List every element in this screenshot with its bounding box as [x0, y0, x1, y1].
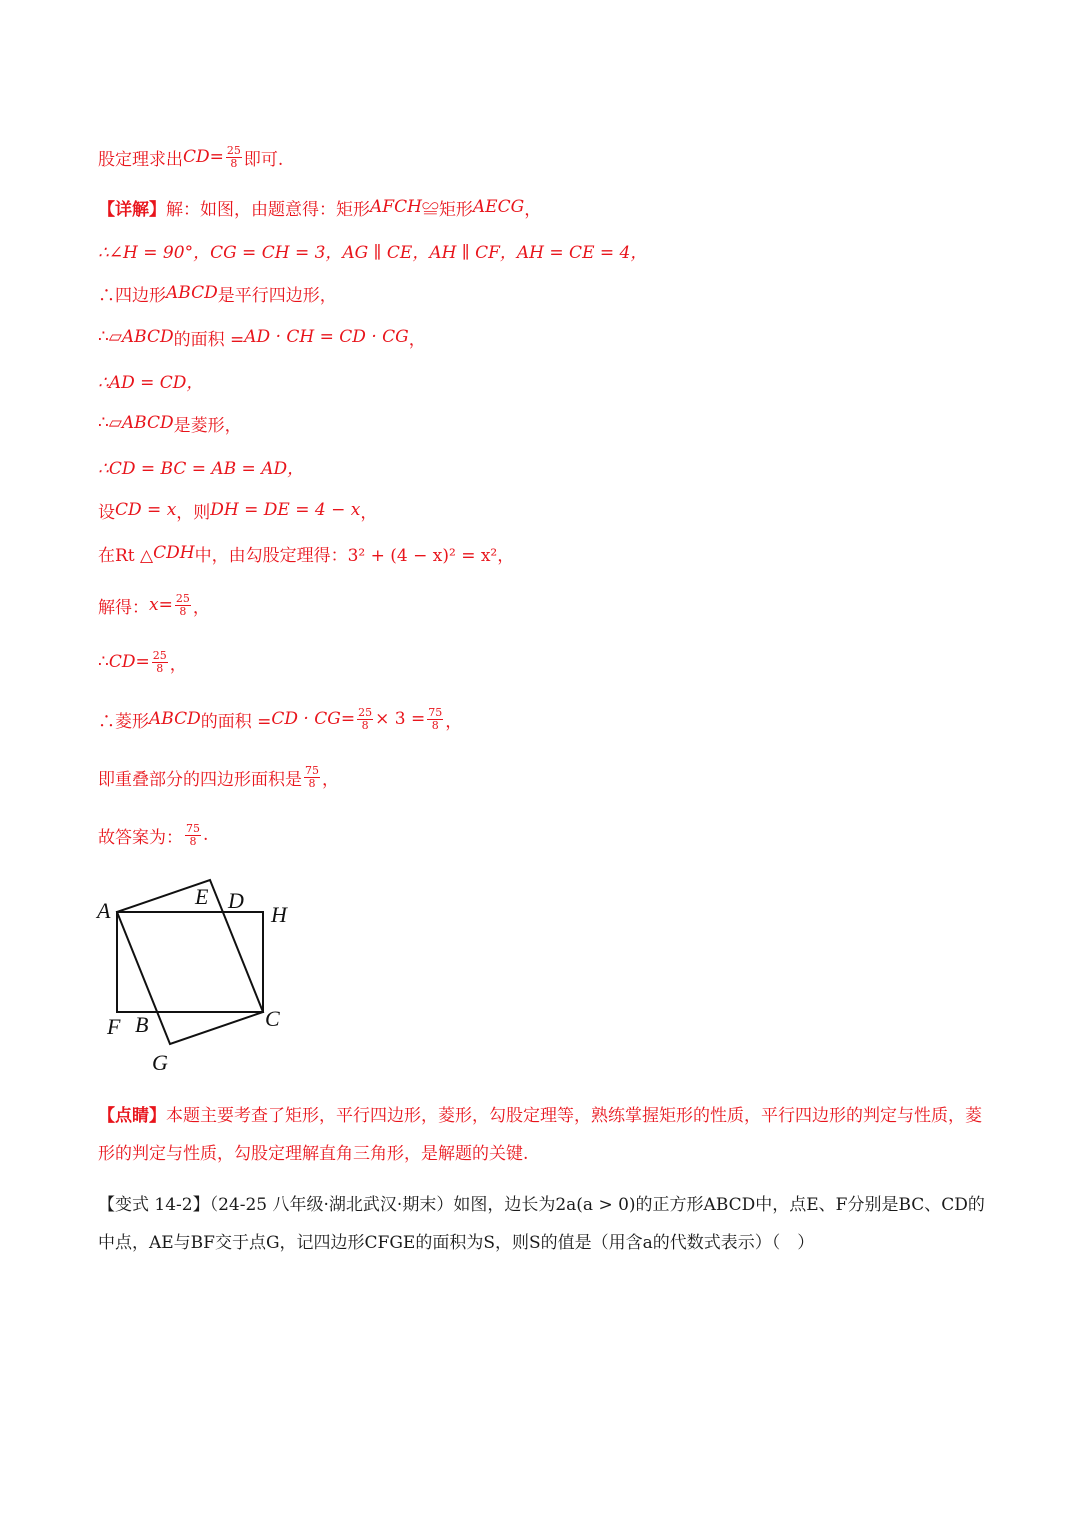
solution-line-10: 解得： x = $\frac{25}{8}$ ，	[98, 591, 210, 618]
solution-line-8: 设 CD = x ，则 DH = DE = 4 − x ，	[98, 500, 378, 523]
fraction: $\frac{25}{8}$	[152, 648, 167, 675]
key-point-paragraph: 【点睛】本题主要考查了矩形，平行四边形，菱形，勾股定理等，熟练掌握矩形的性质，平行四边形的判定与性质，菱形的判定与性质，勾股定理解直角三角形，是解题的关键.	[98, 1106, 982, 1164]
solution-line-12: ∴菱形 ABCD 的面积 = CD · CG = $\frac{25}{8}$ × 3 = $\frac{75}{8}$ ，	[98, 705, 463, 732]
problem-tag: 【变式 14-2】	[98, 1195, 210, 1215]
detail-tag: 【详解】	[98, 199, 166, 220]
label-f: F	[107, 1014, 121, 1039]
fraction: $\frac{25}{8}$	[226, 143, 241, 170]
label-b: B	[135, 1012, 149, 1037]
problem-text: 如图，边长为2a(a > 0)的正方形ABCD中，点E、F分别是BC、CD的中点，AE与BF交于点G，记四边形CFGE的面积为S，则S的值是（用含a的代数式表示）（ ）	[98, 1195, 985, 1253]
key-point-tag: 【点睛】	[98, 1106, 166, 1126]
solution-line-0: 股定理求出 CD = $\frac{25}{8}$ 即可.	[98, 143, 284, 170]
fraction: $\frac{75}{8}$	[428, 705, 443, 732]
solution-line-6: ∴▱ ABCD 是菱形，	[98, 413, 242, 436]
solution-line-9: 在Rt △ CDH 中，由勾股定理得：3² + (4 − x)² = x²，	[98, 543, 515, 566]
label-a: A	[97, 898, 111, 923]
geometry-figure	[95, 872, 325, 1077]
fraction: $\frac{75}{8}$	[186, 821, 200, 848]
solution-line-11: ∴ CD = $\frac{25}{8}$ ，	[98, 648, 187, 675]
solution-line-4: ∴▱ ABCD 的面积 = AD · CH = CD · CG ，	[98, 327, 426, 350]
rectangle-afch	[117, 912, 263, 1012]
solution-line-13: 即重叠部分的四边形面积是 $\frac{75}{8}$ ，	[98, 763, 339, 790]
fraction: $\frac{75}{8}$	[305, 763, 319, 790]
label-g: G	[152, 1050, 168, 1075]
next-problem-paragraph	[98, 1186, 998, 1262]
solution-line-14: 故答案为： $\frac{75}{8}$ .	[98, 821, 209, 848]
fraction: $\frac{25}{8}$	[175, 591, 190, 618]
solution-line-7: ∴CD = BC = AB = AD，	[98, 458, 305, 479]
solution-line-5: ∴AD = CD，	[98, 372, 204, 393]
solution-line-1: 【详解】 解：如图，由题意得：矩形 AFCH ≌矩形 AECG ，	[98, 187, 541, 227]
solution-line-2: ∴∠H = 90°，CG = CH = 3，AG ∥ CE，AH ∥ CF，AH = CE = 4，	[98, 242, 648, 263]
label-h: H	[271, 902, 287, 927]
label-e: E	[195, 884, 209, 909]
solution-line-3: ∴四边形 ABCD 是平行四边形，	[98, 283, 337, 306]
problem-source: （24-25 八年级·湖北武汉·期末）	[209, 1195, 454, 1215]
label-d: D	[228, 888, 244, 913]
fraction: $\frac{25}{8}$	[358, 705, 373, 732]
label-c: C	[265, 1006, 280, 1031]
